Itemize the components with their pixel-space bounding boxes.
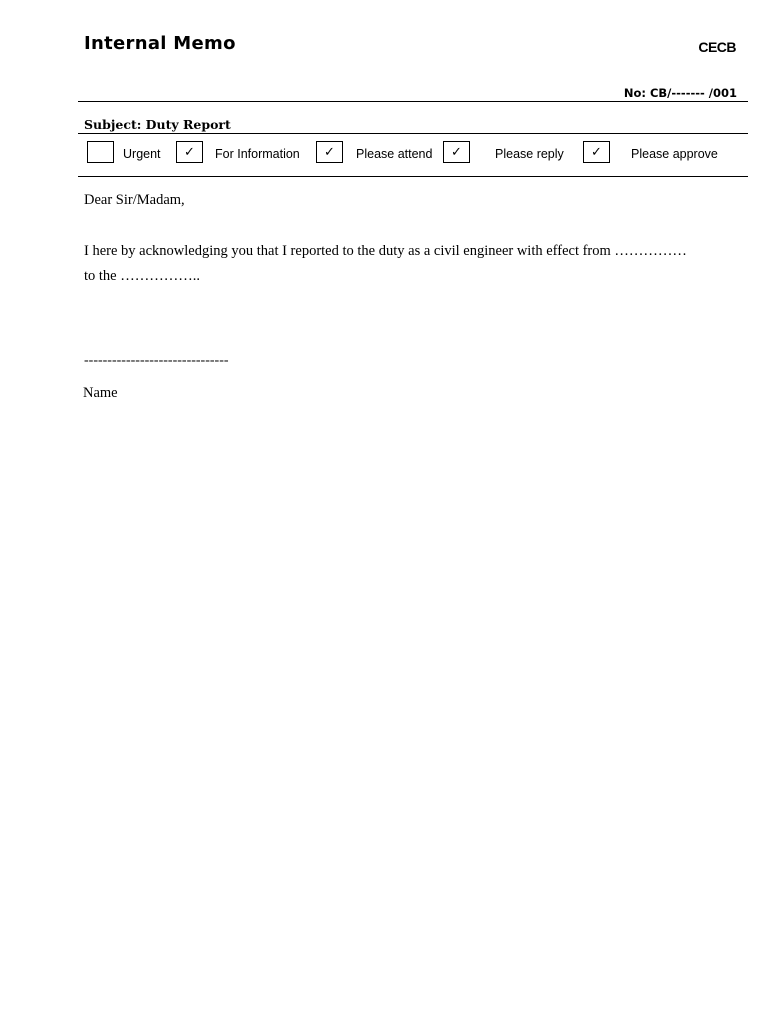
body-paragraph-line-2: to the …………….. — [84, 268, 200, 284]
for-information-checkbox[interactable] — [176, 141, 203, 163]
signature-name: Name — [83, 385, 118, 401]
please-approve-label: Please approve — [631, 147, 718, 161]
checkmark-icon: ✓ — [451, 144, 462, 160]
organization-logo-text: CECB — [698, 39, 736, 55]
memo-title: Internal Memo — [84, 33, 236, 54]
please-attend-label: Please attend — [356, 147, 433, 161]
please-attend-checkbox[interactable] — [316, 141, 343, 163]
checkmark-icon: ✓ — [324, 144, 335, 160]
urgent-label: Urgent — [123, 147, 161, 161]
body-paragraph-line-1: I here by acknowledging you that I reported to the duty as a civil engineer with effect from …………… — [84, 243, 687, 259]
please-approve-checkbox[interactable] — [583, 141, 610, 163]
please-reply-checkbox[interactable] — [443, 141, 470, 163]
reference-number: No: CB/------- /001 — [623, 86, 737, 100]
body-paragraph — [84, 239, 740, 289]
header-divider — [78, 101, 748, 102]
signature-line: ------------------------------- — [84, 353, 229, 368]
urgent-checkbox[interactable] — [87, 141, 114, 163]
please-reply-label: Please reply — [495, 147, 564, 161]
checkmark-icon: ✓ — [591, 144, 602, 160]
subject-line: Subject: Duty Report — [84, 117, 231, 132]
options-divider — [78, 176, 748, 177]
salutation: Dear Sir/Madam, — [84, 192, 185, 208]
subject-divider — [78, 133, 748, 134]
for-information-label: For Information — [215, 147, 300, 161]
checkmark-icon: ✓ — [184, 144, 195, 160]
